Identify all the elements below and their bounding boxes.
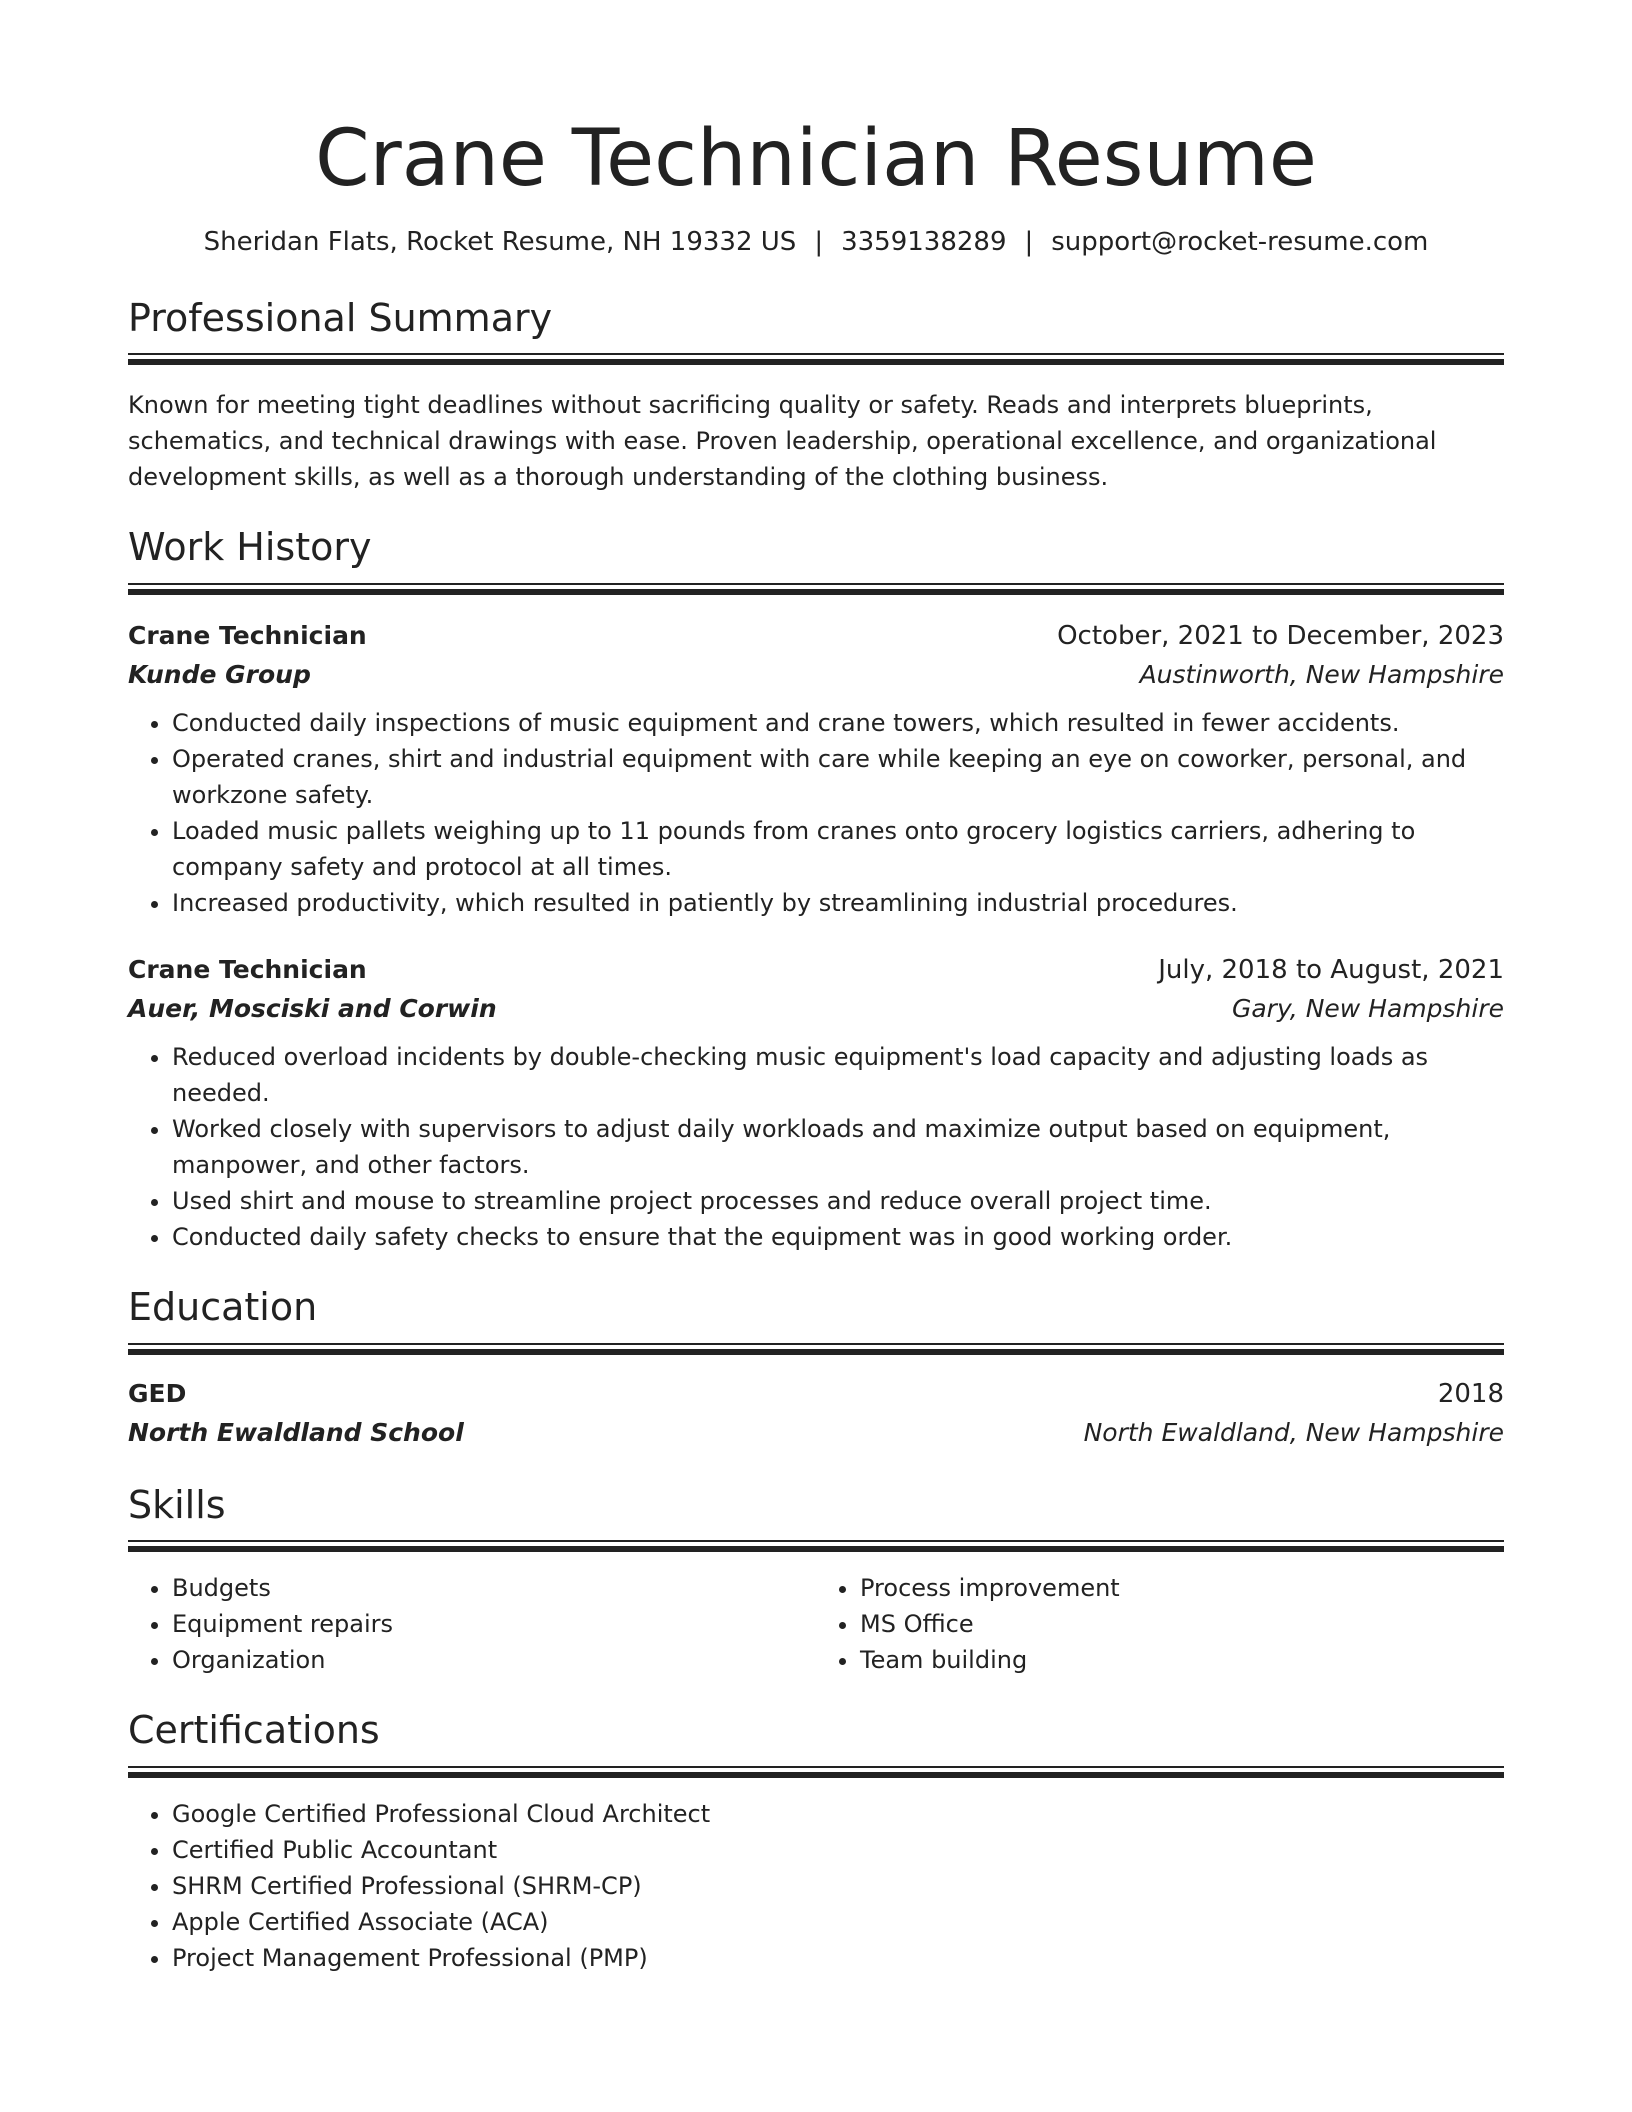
skills-columns [128, 1570, 1504, 1678]
summary-text: Known for meeting tight deadlines without sacrificing quality or safety. Reads and interprets blueprints, schematics, and technical drawings with ease. Proven leadership, operational excellence, and organizational development skills, as well as a thorough understanding of the clothing business. [128, 391, 1437, 492]
list-item: • Operated cranes, shirt and industrial equipment with care while keeping an eye on coworker, personal, and workzone safety. [172, 741, 1504, 813]
list-item: • Process improvement [860, 1570, 1504, 1606]
list-item: • MS Office [860, 1606, 1504, 1642]
certifications-list-wrapper [128, 1796, 1504, 1976]
contact-phone: 3359138289 [841, 227, 1007, 257]
job-title: Crane Technician [128, 954, 367, 984]
section-divider [128, 1766, 1504, 1778]
section-title-certifications: Certifications [128, 1708, 380, 1753]
list-item: • SHRM Certified Professional (SHRM-CP) [172, 1868, 1504, 1904]
education-school-row [128, 1413, 1504, 1453]
section-divider [128, 583, 1504, 595]
contact-address: Sheridan Flats, Rocket Resume, NH 19332 US [203, 227, 797, 257]
skills-section [128, 1483, 1504, 1679]
job-company: Kunde Group [128, 659, 311, 689]
section-divider [128, 353, 1504, 365]
section-title-work-history: Work History [128, 525, 372, 570]
education-year: 2018 [1437, 1378, 1504, 1409]
job-header-row [128, 951, 1504, 989]
section-divider [128, 1343, 1504, 1355]
job-company-row [128, 655, 1504, 695]
list-item: • Project Management Professional (PMP) [172, 1940, 1504, 1976]
list-item: • Certified Public Accountant [172, 1832, 1504, 1868]
section-divider [128, 1540, 1504, 1552]
education-header-row [128, 1375, 1504, 1413]
work-history-section [128, 525, 1504, 1255]
list-item: • Apple Certified Associate (ACA) [172, 1904, 1504, 1940]
education-degree: GED [128, 1378, 187, 1408]
education-school: North Ewaldland School [128, 1417, 464, 1447]
education-location: North Ewaldland, New Hampshire [1083, 1417, 1504, 1447]
list-item: • Google Certified Professional Cloud Architect [172, 1796, 1504, 1832]
list-item: • Reduced overload incidents by double-checking music equipment's load capacity and adjusting loads as needed. [172, 1039, 1504, 1111]
job-title: Crane Technician [128, 620, 367, 650]
list-item: • Conducted daily inspections of music equipment and crane towers, which resulted in fewer accidents. [172, 705, 1504, 741]
job-entry [128, 617, 1504, 921]
contact-email: support@rocket-resume.com [1051, 227, 1429, 257]
summary-section [128, 296, 1504, 496]
job-dates: July, 2018 to August, 2021 [1158, 954, 1504, 985]
contact-separator: | [814, 227, 824, 257]
job-header-row [128, 617, 1504, 655]
contact-line [128, 226, 1504, 260]
job-location: Gary, New Hampshire [1231, 993, 1504, 1023]
certifications-section [128, 1708, 1504, 1976]
skills-list-right [816, 1570, 1504, 1678]
job-company: Auer, Mosciski and Corwin [128, 993, 497, 1023]
job-bullets [128, 705, 1504, 921]
list-item: • Worked closely with supervisors to adjust daily workloads and maximize output based on equipment, manpower, and other factors. [172, 1111, 1504, 1183]
list-item: • Conducted daily safety checks to ensure that the equipment was in good working order. [172, 1219, 1504, 1255]
resume-title: Crane Technician Resume [315, 114, 1317, 204]
job-location: Austinworth, New Hampshire [1139, 659, 1504, 689]
job-company-row [128, 989, 1504, 1029]
certifications-list [128, 1796, 1504, 1976]
list-item: • Loaded music pallets weighing up to 11 pounds from cranes onto grocery logistics carriers, adhering to company safety and protocol at all times. [172, 813, 1504, 885]
skills-list-left [128, 1570, 816, 1678]
job-bullets [128, 1039, 1504, 1255]
job-entry [128, 951, 1504, 1255]
list-item: • Organization [172, 1642, 816, 1678]
education-section [128, 1285, 1504, 1453]
list-item: • Increased productivity, which resulted in patiently by streamlining industrial procedures. [172, 885, 1504, 921]
section-title-skills: Skills [128, 1482, 226, 1527]
list-item: • Used shirt and mouse to streamline project processes and reduce overall project time. [172, 1183, 1504, 1219]
section-title-summary: Professional Summary [128, 295, 553, 340]
section-title-education: Education [128, 1284, 318, 1329]
list-item: • Team building [860, 1642, 1504, 1678]
list-item: • Budgets [172, 1570, 816, 1606]
education-entry [128, 1375, 1504, 1453]
job-dates: October, 2021 to December, 2023 [1057, 620, 1504, 651]
list-item: • Equipment repairs [172, 1606, 816, 1642]
contact-separator: | [1024, 227, 1034, 257]
